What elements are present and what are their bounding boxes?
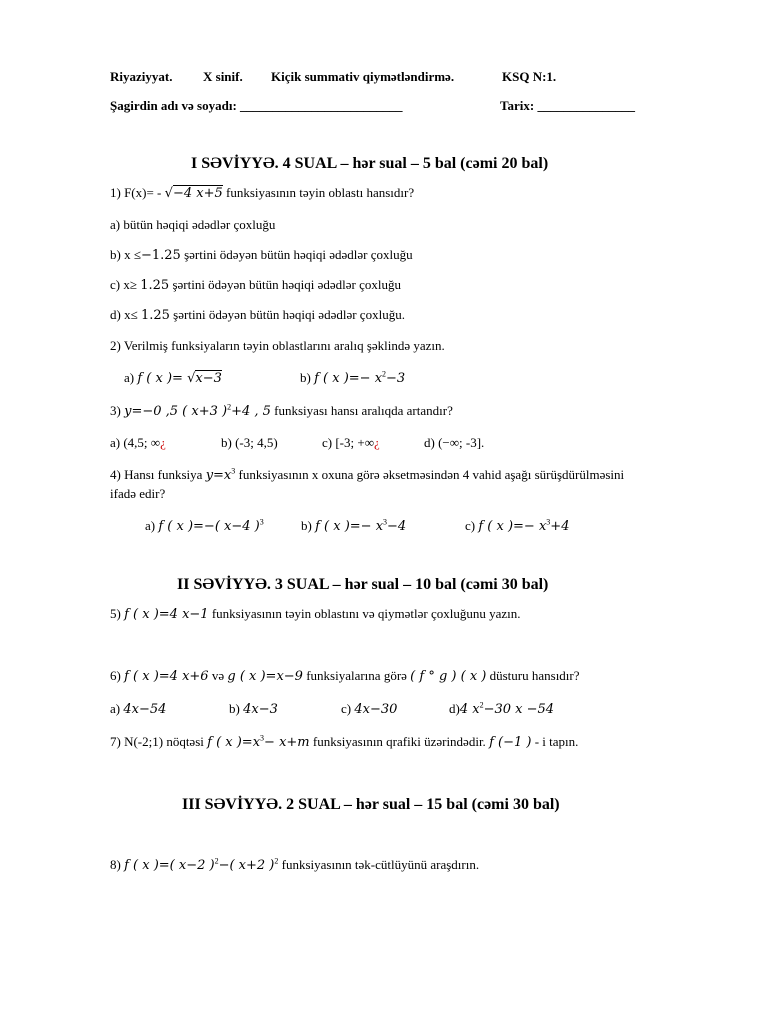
assessment-name: Kiçik summativ qiymətləndirmə. bbox=[271, 69, 455, 84]
question-8: 8) f ( x )=( x−2 )$^2$−( x+2 )$^2$ funksiyasının tək-cütlüyünü araşdırın. bbox=[110, 856, 480, 873]
q1-option-c: c) x≥ 1.25 şərtini ödəyən bütün həqiqi ədədlər çoxluğu bbox=[110, 277, 401, 293]
level1-title: I SƏVİYYƏ. 4 SUAL – hər sual – 5 bal (cəmi 20 bal) bbox=[191, 155, 549, 172]
question-6: 6) f ( x )=4 x+6 və g ( x )=x−9 funksiyalarına görə ( f ° g ) ( x ) düsturu hansıdır? bbox=[110, 668, 580, 684]
question-2: 2) Verilmiş funksiyaların təyin oblastlarını aralıq şəklində yazın. bbox=[110, 338, 445, 353]
q3-a-mark: ¿ bbox=[160, 435, 166, 450]
q3-option-b: b) (-3; 4,5) bbox=[221, 435, 278, 450]
q3-option-c: c) [-3; +∞¿ bbox=[322, 435, 380, 450]
q1-option-a: a) bütün həqiqi ədədlər çoxluğu bbox=[110, 217, 276, 232]
ksq-number: KSQ N:1. bbox=[502, 69, 557, 84]
question-3: 3) y=−0 ,5 ( x+3 )$^2$+4 , 5 funksiyası hansı aralıqda artandır? bbox=[110, 402, 453, 419]
q4-option-a: a) f ( x )=−( x−4 )$^3$ bbox=[145, 517, 264, 534]
question-7: 7) N(-2;1) nöqtəsi f ( x )$=x^3- x+m$ funksiyasının qrafiki üzərindədir. f (−1 ) - i tapın. bbox=[110, 733, 579, 750]
q3-option-d: d) (−∞; -3]. bbox=[424, 435, 485, 450]
q3-c-mark: ¿ bbox=[373, 435, 380, 450]
subject: Riyaziyyat. bbox=[110, 69, 173, 84]
question-5: 5) f ( x )=4 x−1 funksiyasının təyin oblastını və qiymətlər çoxluğunu yazın. bbox=[110, 606, 521, 622]
q1-option-b: b) x ≤−1.25 şərtini ödəyən bütün həqiqi ədədlər çoxluğu bbox=[110, 247, 413, 263]
grade: X sinif. bbox=[203, 69, 243, 84]
q2-part-a: a) f ( x )= √x−3 bbox=[124, 370, 222, 386]
q6-option-d: d)4 $x^2-30$ x −54 bbox=[449, 700, 555, 717]
q1-radicand: −4 x+5 bbox=[172, 186, 223, 201]
level2-title: II SƏVİYYƏ. 3 SUAL – hər sual – 10 bal (cəmi 30 bal) bbox=[177, 576, 549, 593]
question-1: 1) F(x)= - √−4 x+5 funksiyasının təyin oblastı hansıdır? bbox=[110, 185, 415, 201]
q1-option-d: d) x≤ 1.25 şərtini ödəyən bütün həqiqi ədədlər çoxluğu. bbox=[110, 307, 405, 323]
question-4: 4) Hansı funksiya $y=x^3$ funksiyasının x oxuna görə əksetməsindən 4 vahid aşağı sürüşdürülməsini bbox=[110, 466, 625, 483]
q4-option-c: c) f ( x )=− $x^3+4$ bbox=[465, 517, 570, 534]
q2-part-b: b) f ( x )=− $x^2-3$ bbox=[300, 369, 406, 386]
student-name-field: Şagirdin adı və soyadı: _________________________ bbox=[110, 98, 403, 113]
level3-title: III SƏVİYYƏ. 2 SUAL – hər sual – 15 bal (cəmi 30 bal) bbox=[182, 796, 560, 813]
date-field: Tarix: _______________ bbox=[500, 98, 635, 113]
q4-option-b: b) f ( x )=− $x^3-4$ bbox=[301, 517, 407, 534]
q3-option-a: a) (4,5; ∞¿ bbox=[110, 435, 166, 450]
question-4-line2: ifadə edir? bbox=[110, 486, 166, 501]
q6-option-b: b) 4x−3 bbox=[229, 701, 278, 717]
q6-option-c: c) 4x−30 bbox=[341, 701, 398, 717]
q6-option-a: a) 4x−54 bbox=[110, 701, 167, 717]
